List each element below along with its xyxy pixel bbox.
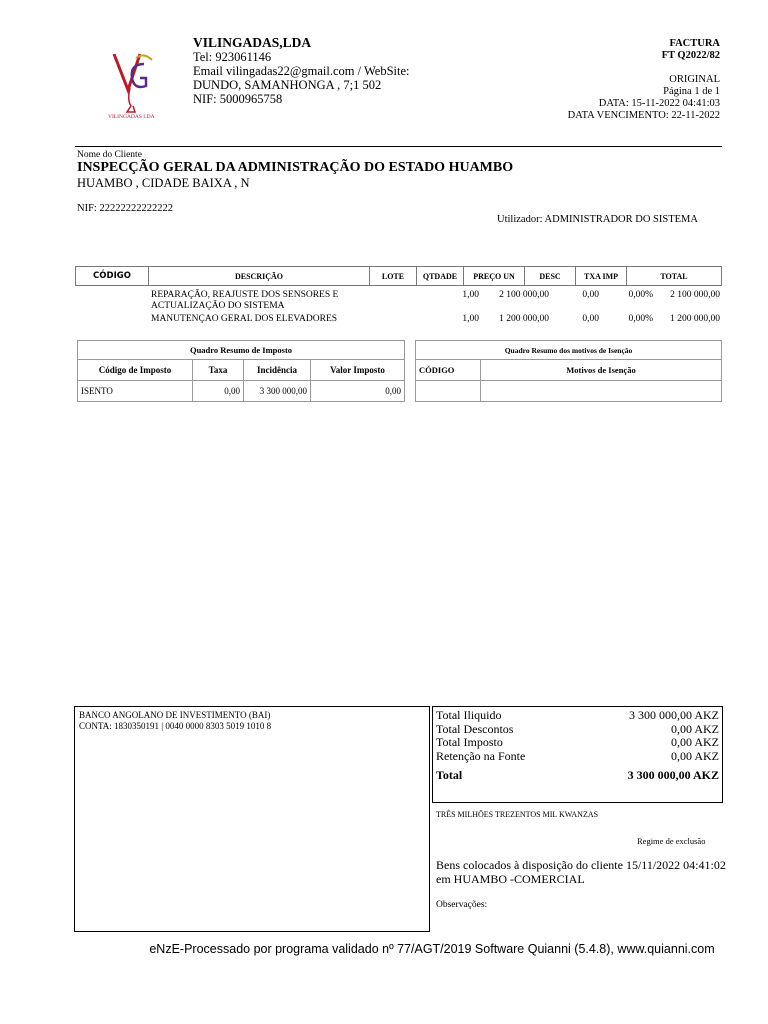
tax-header-rate: Taxa bbox=[193, 360, 244, 381]
document-type: FACTURA bbox=[669, 38, 720, 49]
svg-text:VILINGADAS LDA: VILINGADAS LDA bbox=[108, 114, 155, 120]
item-price: 2 100 000,00 bbox=[499, 290, 549, 300]
item-description: MANUTENÇAO GERAL DOS ELEVADORES bbox=[151, 314, 338, 324]
company-name: VILINGADAS,LDA bbox=[193, 35, 312, 50]
company-nif: NIF: 5000965758 bbox=[193, 92, 283, 106]
tax-base: 3 300 000,00 bbox=[244, 381, 311, 402]
col-desc: DESC bbox=[525, 267, 576, 286]
client-label: Nome do Cliente bbox=[77, 150, 142, 160]
client-address: HUAMBO , CIDADE BAIXA , N bbox=[77, 176, 250, 190]
observations-label: Observações: bbox=[436, 900, 488, 910]
document-due-date: DATA VENCIMENTO: 22-11-2022 bbox=[567, 110, 720, 121]
table-row bbox=[78, 381, 405, 402]
item-total: 1 200 000,00 bbox=[670, 314, 720, 324]
grand-total-row bbox=[433, 769, 722, 783]
total-descontos-value: 0,00 AKZ bbox=[671, 721, 719, 736]
tax-code: ISENTO bbox=[78, 381, 193, 402]
client-nif: NIF: 22222222222222 bbox=[77, 203, 173, 214]
retencao-label: Retenção na Fonte bbox=[436, 748, 526, 763]
bank-name: BANCO ANGOLANO DE INVESTIMENTO (BAI) bbox=[79, 710, 271, 720]
total-iliquido-label: Total Iliquido bbox=[436, 708, 502, 722]
delivery-note: Bens colocados à disposição do cliente 15/11/2022 04:41:02 em HUAMBO -COMERCIAL bbox=[436, 858, 726, 886]
exemption-summary-title: Quadro Resumo dos motivos de Isenção bbox=[416, 341, 722, 360]
item-price: 1 200 000,00 bbox=[499, 314, 549, 324]
col-codigo: CÓDIGO bbox=[76, 267, 149, 286]
table-row bbox=[416, 381, 722, 402]
col-qtdade: QTDADE bbox=[417, 267, 464, 286]
company-tel: Tel: 923061146 bbox=[193, 50, 272, 64]
col-preco: PREÇO UN bbox=[464, 267, 525, 286]
item-discount: 0,00 bbox=[582, 290, 599, 300]
total-imposto-value: 0,00 AKZ bbox=[671, 735, 719, 749]
client-name: INSPECÇÃO GERAL DA ADMINISTRAÇÃO DO ESTADO HUAMBO bbox=[77, 160, 514, 175]
amount-in-words: TRÊS MILHÕES TREZENTOS MIL KWANZAS bbox=[436, 810, 599, 819]
item-description: REPARAÇÃO, REAJUSTE DOS SENSORES E ACTUALIZAÇÃO DO SISTEMA bbox=[151, 290, 339, 311]
table-row bbox=[75, 290, 722, 311]
grand-total-value: 3 300 000,00 AKZ bbox=[627, 768, 719, 782]
col-descricao: DESCRIÇÃO bbox=[149, 267, 370, 286]
totals-box bbox=[432, 706, 723, 803]
company-address: DUNDO, SAMANHONGA , 7;1 502 bbox=[193, 78, 382, 92]
items-table bbox=[75, 290, 722, 325]
item-discount: 0,00 bbox=[582, 314, 599, 324]
tax-header-base: Incidência bbox=[244, 360, 311, 381]
exemption-header-code: CÓDIGO bbox=[416, 360, 481, 381]
tax-header-code: Código de Imposto bbox=[78, 360, 193, 381]
total-iliquido-row bbox=[433, 709, 722, 723]
item-tax: 0,00% bbox=[628, 314, 653, 324]
header-divider bbox=[75, 146, 722, 147]
item-total: 2 100 000,00 bbox=[670, 290, 720, 300]
item-qty: 1,00 bbox=[462, 314, 479, 324]
exemption-summary-table bbox=[415, 340, 722, 402]
item-qty: 1,00 bbox=[462, 290, 479, 300]
col-total: TOTAL bbox=[627, 267, 722, 286]
tax-summary-title: Quadro Resumo de Imposto bbox=[78, 341, 405, 360]
item-tax: 0,00% bbox=[628, 290, 653, 300]
tax-value: 0,00 bbox=[311, 381, 405, 402]
document-number: FT Q2022/82 bbox=[661, 50, 720, 61]
document-page: Página 1 de 1 bbox=[663, 86, 720, 97]
tax-rate: 0,00 bbox=[193, 381, 244, 402]
grand-total-label: Total bbox=[436, 768, 463, 782]
document-copy: ORIGINAL bbox=[669, 74, 720, 85]
company-logo bbox=[100, 34, 182, 136]
total-imposto-label: Total Imposto bbox=[436, 735, 503, 749]
system-user: Utilizador: ADMINISTRADOR DO SISTEMA bbox=[497, 214, 698, 225]
document-header bbox=[568, 38, 720, 122]
company-email: Email vilingadas22@gmail.com / WebSite: bbox=[193, 64, 410, 78]
table-row bbox=[75, 311, 722, 325]
col-lote: LOTE bbox=[370, 267, 417, 286]
exemption-header-reason: Motivos de Isenção bbox=[481, 360, 722, 381]
company-info bbox=[193, 36, 410, 106]
logo-graphic bbox=[100, 34, 182, 136]
retencao-value: 0,00 AKZ bbox=[671, 748, 719, 763]
bank-info-box bbox=[74, 706, 430, 932]
col-taxa: TXA IMP bbox=[576, 267, 627, 286]
bank-account: CONTA: 1830350191 | 0040 0000 8303 5019 1010 8 bbox=[79, 721, 272, 731]
tax-regime: Regime de exclusão bbox=[637, 836, 706, 846]
tax-summary-table bbox=[77, 340, 405, 402]
total-descontos-label: Total Descontos bbox=[436, 721, 514, 736]
tax-header-value: Valor Imposto bbox=[311, 360, 405, 381]
retencao-row bbox=[433, 750, 722, 764]
total-descontos-row bbox=[433, 723, 722, 737]
software-footer: eNzE-Processado por programa validado nº 77/AGT/2019 Software Quianni (5.4.8), www.quianni.com bbox=[149, 942, 715, 956]
document-date: DATA: 15-11-2022 04:41:03 bbox=[598, 98, 720, 109]
total-iliquido-value: 3 300 000,00 AKZ bbox=[629, 708, 719, 722]
total-imposto-row bbox=[433, 736, 722, 750]
items-header bbox=[75, 266, 722, 286]
